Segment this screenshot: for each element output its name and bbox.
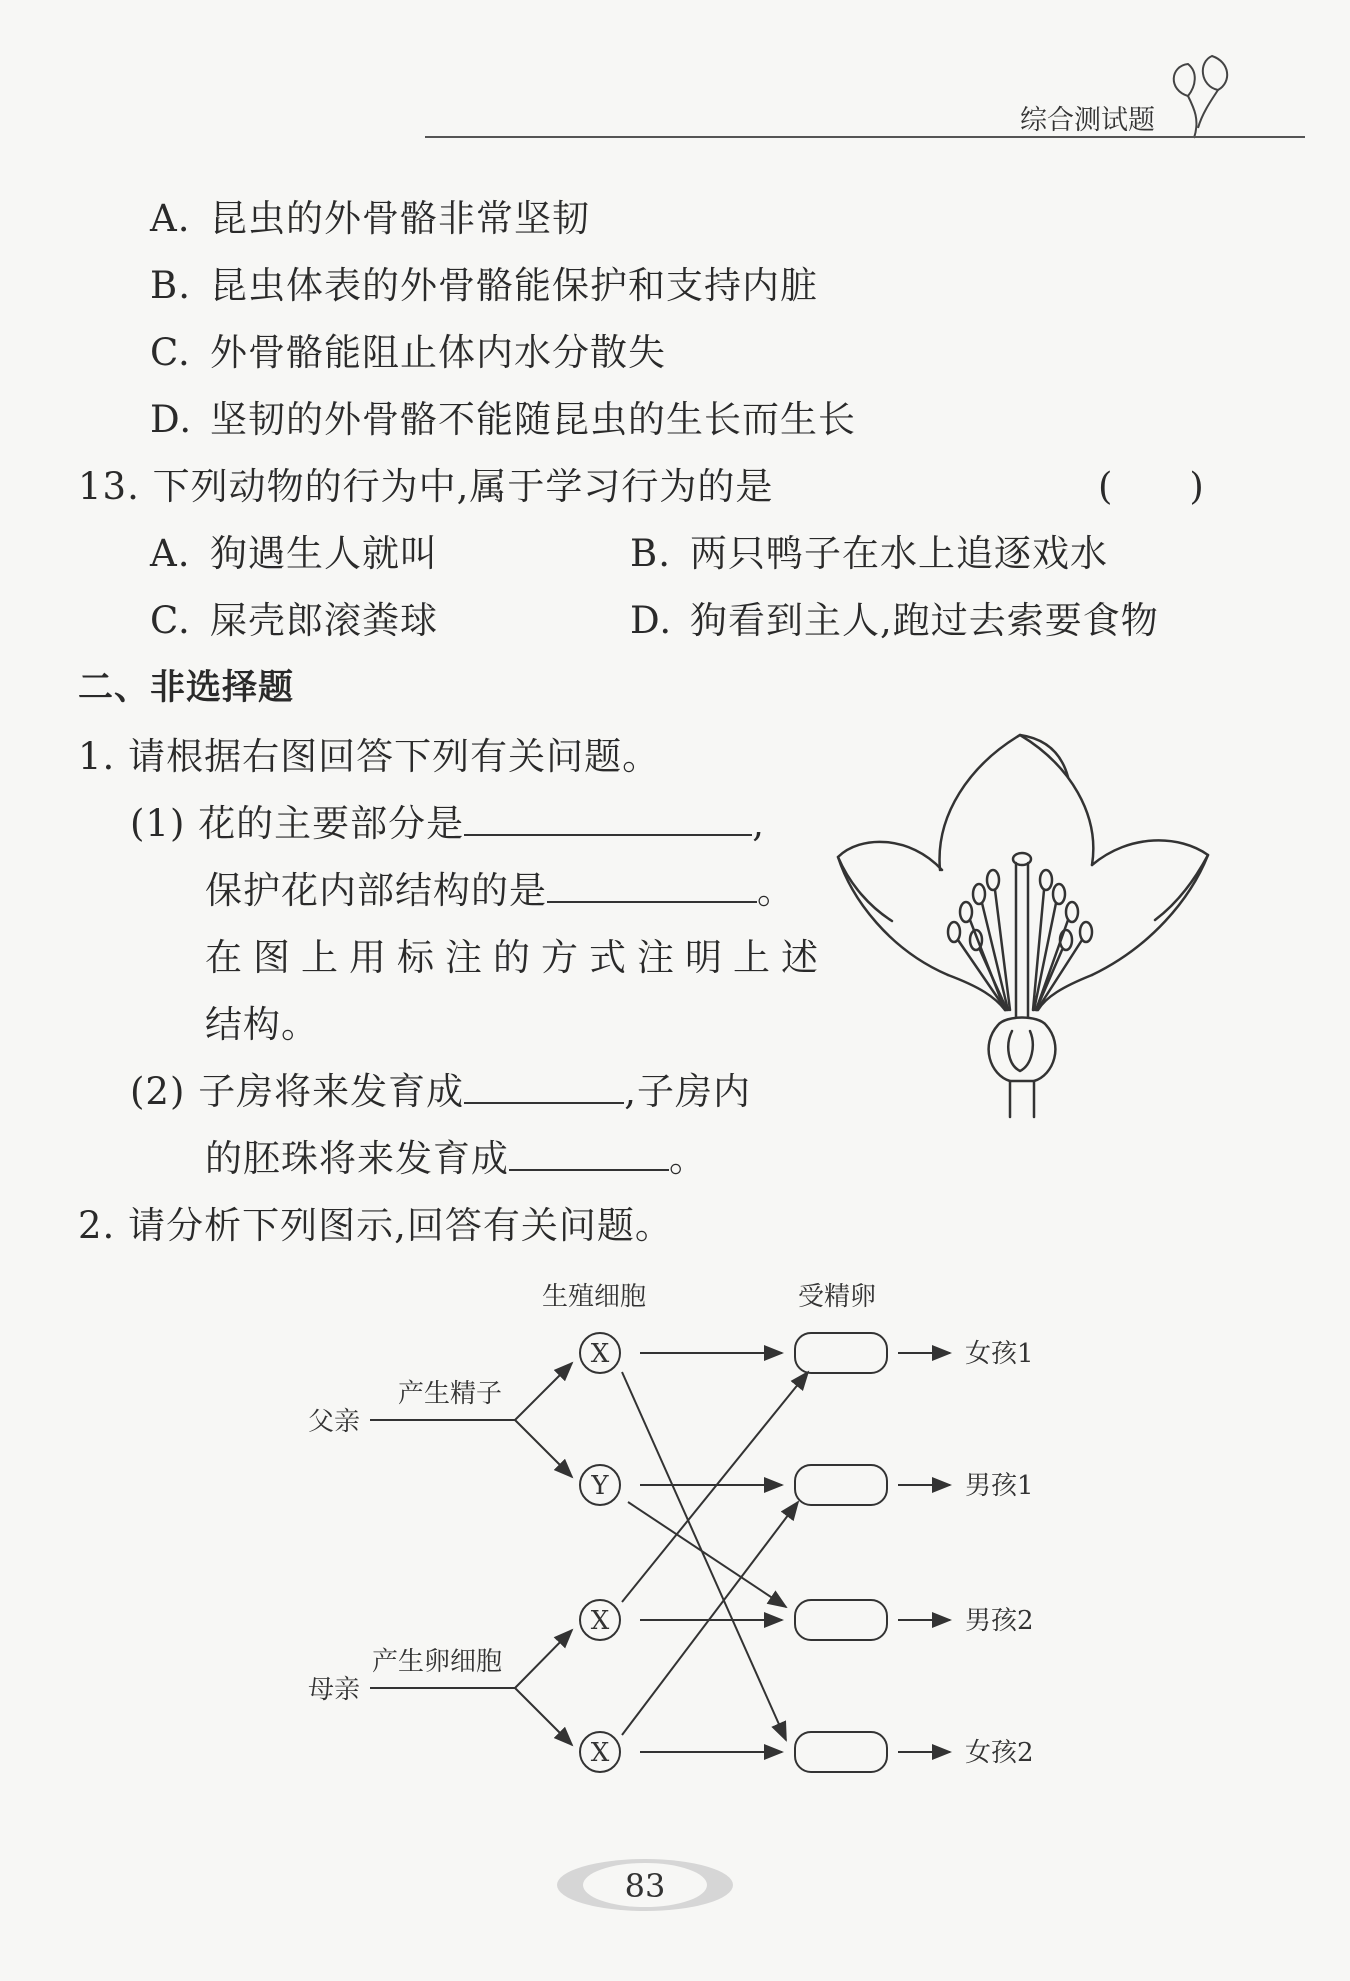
option-label: C.: [150, 599, 191, 642]
zygote-box: [795, 1600, 887, 1640]
q13-option-c: [150, 590, 438, 644]
arrow: [622, 1372, 786, 1740]
nq1-part1-line1: [130, 793, 765, 847]
option-label: B.: [150, 264, 191, 307]
header-rule: [425, 136, 1305, 138]
option-text: 狗看到主人,跑过去索要食物: [690, 599, 1159, 642]
page-number-badge: [555, 1855, 735, 1915]
answer-bracket: ( ): [1098, 465, 1205, 508]
part-text: 子房将来发育成: [198, 1070, 465, 1113]
arrow: [628, 1502, 786, 1607]
nq1-part1-line2: [205, 860, 795, 914]
nq1-part1-line3: 在图上用标注的方式注明上述: [205, 936, 829, 979]
arrow: [622, 1502, 798, 1735]
mother-label: 母亲: [308, 1675, 361, 1705]
child-label: 男孩1: [965, 1471, 1034, 1501]
answer-blank[interactable]: [464, 1072, 624, 1104]
option-label: B.: [630, 532, 671, 575]
option-text: 昆虫体表的外骨骼能保护和支持内脏: [210, 264, 818, 307]
option-text: 屎壳郎滚粪球: [210, 599, 438, 642]
zygote-box: [795, 1465, 887, 1505]
arrow: [515, 1630, 572, 1688]
q12-option-a: [150, 188, 590, 242]
q12-option-c: [150, 322, 666, 376]
page-number: 83: [624, 1867, 666, 1905]
produce-egg-label: 产生卵细胞: [372, 1647, 503, 1677]
sex-inheritance-diagram: [290, 1280, 1070, 1800]
child-label: 女孩2: [965, 1738, 1034, 1768]
part-text: 的胚珠将来发育成: [205, 1137, 509, 1180]
part-text-end: ,子房内: [624, 1070, 751, 1113]
nq1-part2-line2: [205, 1128, 707, 1182]
option-text: 狗遇生人就叫: [210, 532, 438, 575]
zygote-box: [795, 1732, 887, 1772]
part-text-end: ,: [752, 802, 765, 845]
option-text: 昆虫的外骨骼非常坚韧: [210, 197, 590, 240]
cell-label: X: [590, 1738, 610, 1768]
produce-sperm-label: 产生精子: [398, 1379, 503, 1409]
part-label: (1): [130, 802, 186, 845]
option-label: D.: [630, 599, 673, 642]
option-text: 坚韧的外骨骼不能随昆虫的生长而生长: [210, 398, 856, 441]
option-label: C.: [150, 331, 191, 374]
germ-cell-heading: 生殖细胞: [542, 1282, 647, 1312]
flower-illustration: [830, 725, 1220, 1125]
question-text: 请分析下列图示,回答有关问题。: [128, 1204, 673, 1247]
question-number: 1.: [78, 735, 116, 778]
arrow: [515, 1363, 572, 1420]
question-text: 下列动物的行为中,属于学习行为的是: [152, 465, 774, 508]
part-text-end: 。: [757, 869, 795, 912]
option-label: A.: [150, 197, 191, 240]
section-title: 二、非选择题: [78, 668, 295, 708]
q13-option-b: [630, 523, 1108, 577]
part-text: 花的主要部分是: [198, 802, 465, 845]
child-label: 女孩1: [965, 1339, 1034, 1369]
child-label: 男孩2: [965, 1606, 1034, 1636]
zygote-heading: 受精卵: [798, 1282, 877, 1312]
arrow: [515, 1420, 572, 1477]
nq1-stem: [78, 726, 660, 780]
option-text: 两只鸭子在水上追逐戏水: [690, 532, 1108, 575]
zygote-box: [795, 1333, 887, 1373]
part-text: 保护花内部结构的是: [205, 869, 547, 912]
question-number: 13.: [78, 465, 140, 508]
cell-label: X: [590, 1606, 610, 1636]
father-label: 父亲: [308, 1407, 361, 1437]
nq1-part1-line4: 结构。: [205, 1003, 319, 1046]
q13-stem: [78, 456, 773, 510]
part-text-end: 。: [669, 1137, 707, 1180]
q13-option-d: [630, 590, 1159, 644]
answer-blank[interactable]: [464, 804, 752, 836]
cell-label: X: [590, 1339, 610, 1369]
q12-option-b: [150, 255, 818, 309]
option-label: D.: [150, 398, 193, 441]
leaf-icon: [1160, 50, 1250, 140]
cell-label: Y: [591, 1471, 609, 1501]
answer-blank[interactable]: [547, 871, 757, 903]
option-text: 外骨骼能阻止体内水分散失: [210, 331, 666, 374]
q13-option-a: [150, 523, 438, 577]
option-label: A.: [150, 532, 191, 575]
nq2-stem: [78, 1195, 673, 1249]
answer-blank[interactable]: [509, 1139, 669, 1171]
q12-option-d: [150, 389, 856, 443]
nq1-part2-line1: [130, 1061, 751, 1115]
arrow: [515, 1688, 572, 1745]
header-title: 综合测试题: [1020, 105, 1155, 136]
arrow: [622, 1372, 808, 1602]
part-label: (2): [130, 1070, 186, 1113]
question-number: 2.: [78, 1204, 116, 1247]
question-text: 请根据右图回答下列有关问题。: [128, 735, 661, 778]
